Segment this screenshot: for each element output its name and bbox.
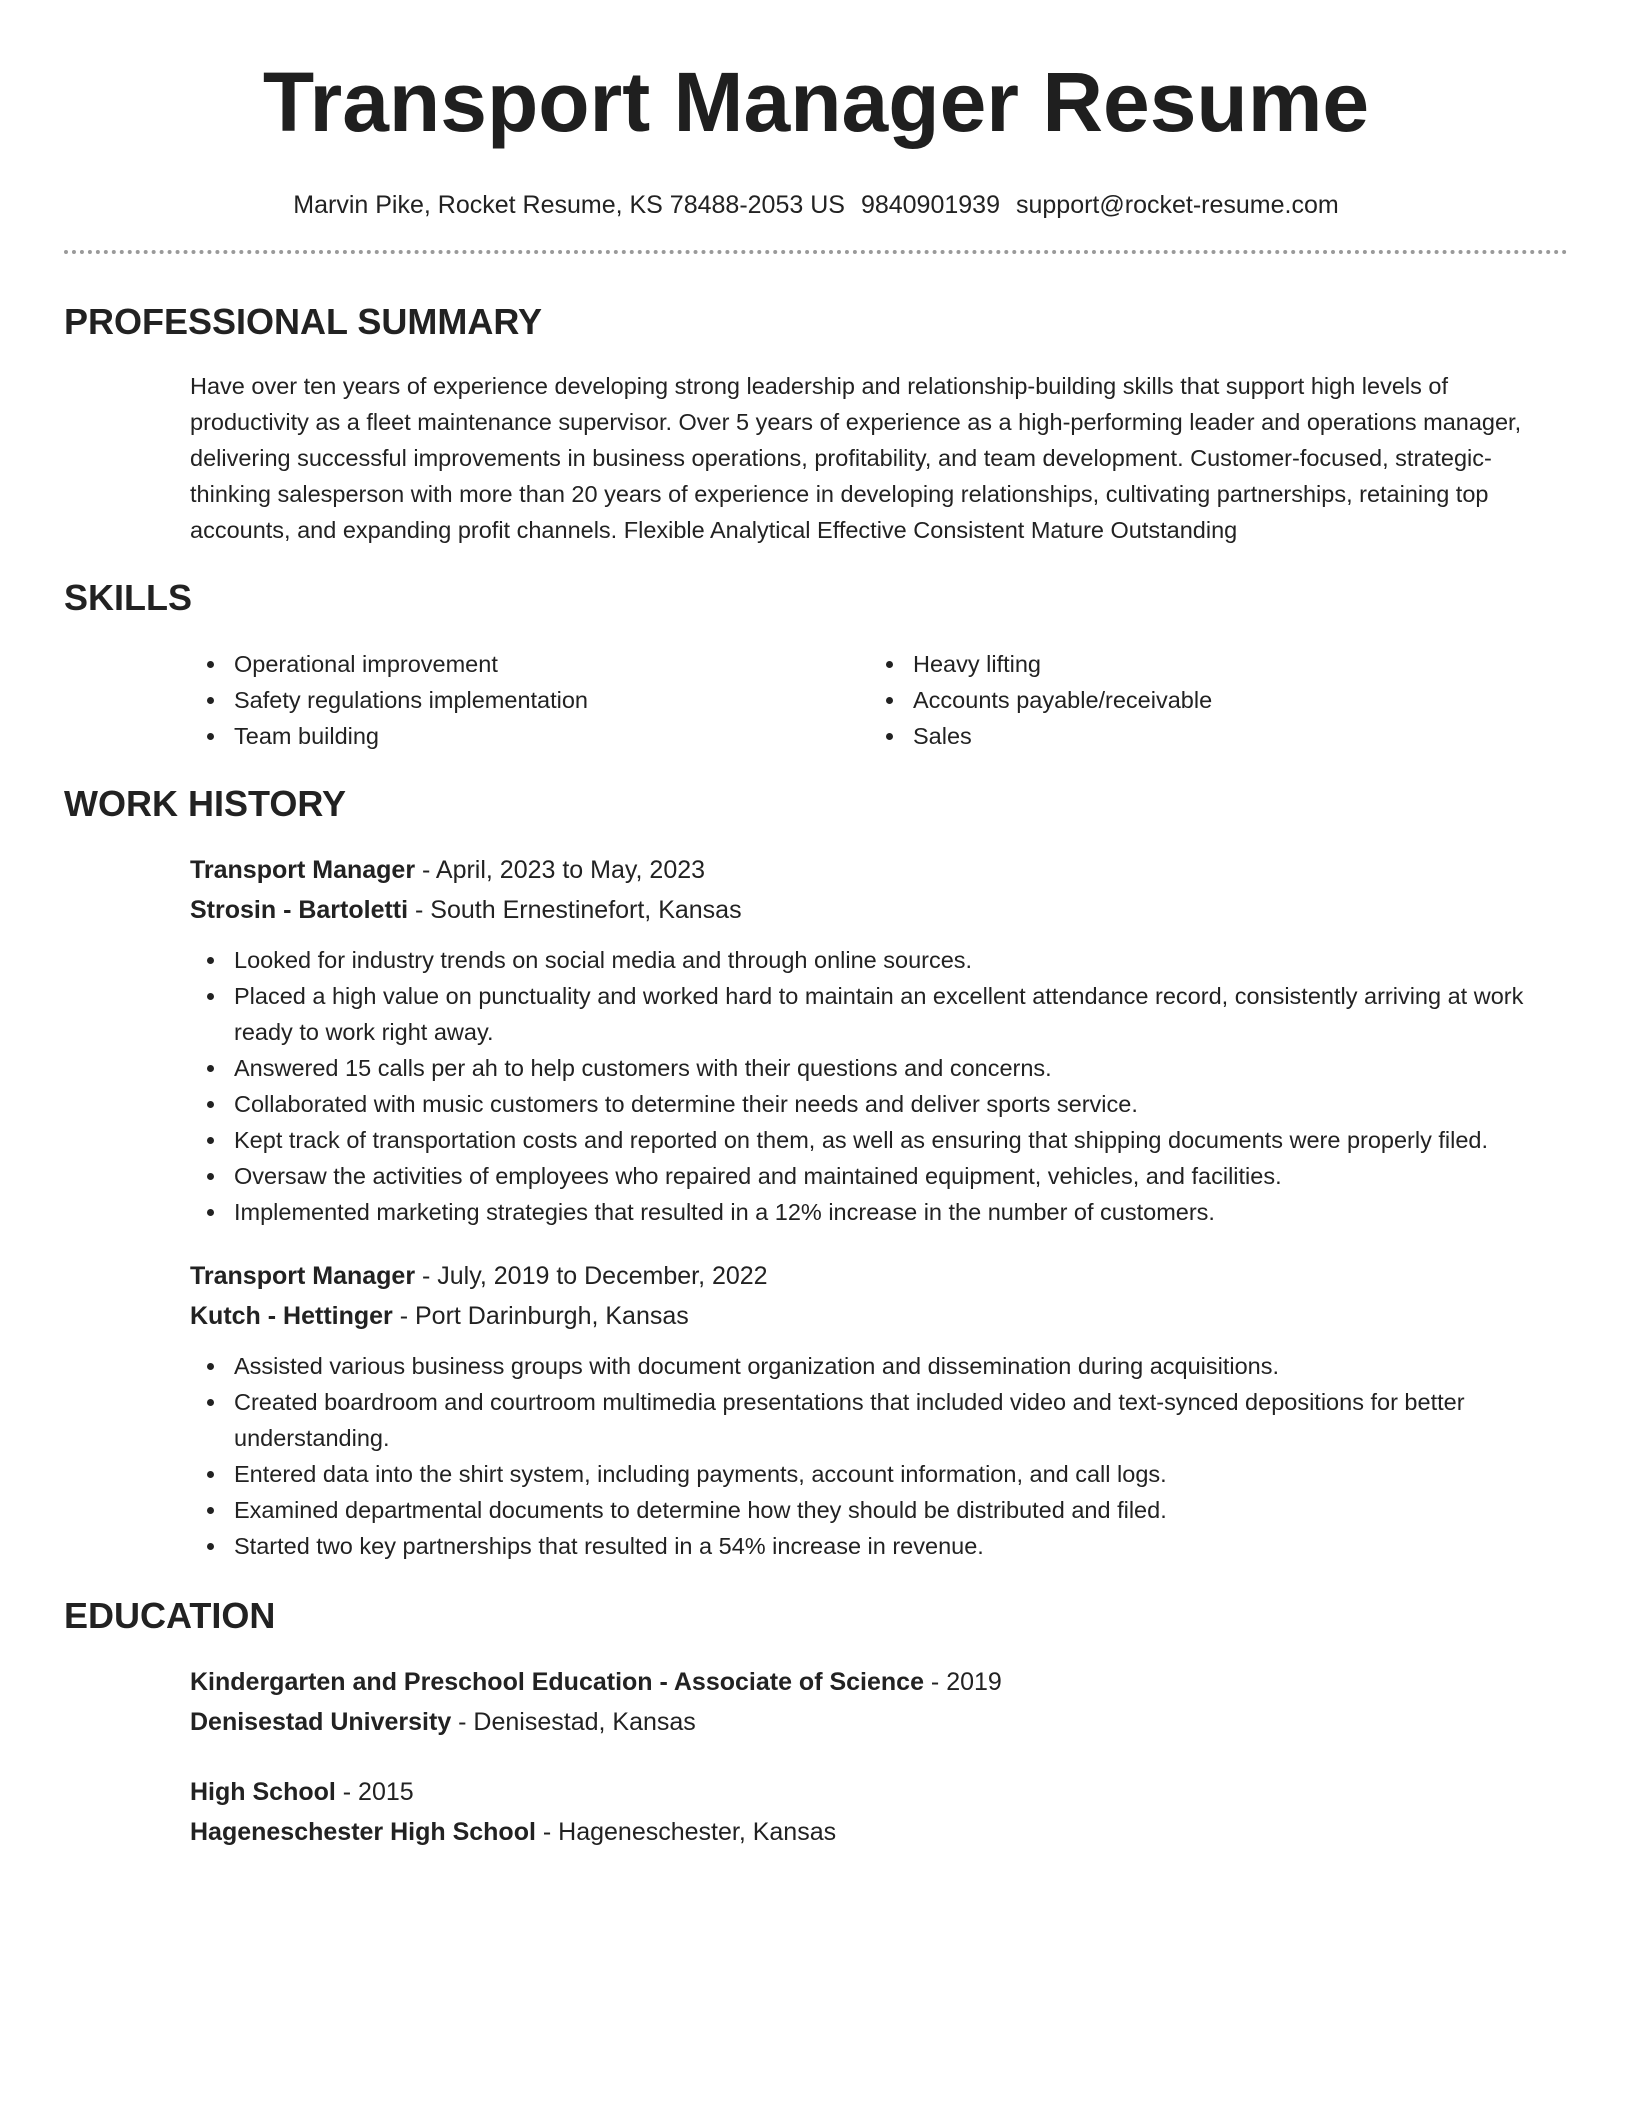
skills-left-list bbox=[190, 646, 869, 754]
job-bullet: Created boardroom and courtroom multimedia presentations that included video and text-synced depositions for better understanding. bbox=[190, 1384, 1568, 1456]
job-title: Transport Manager bbox=[190, 1262, 416, 1290]
skill-item: Team building bbox=[190, 718, 869, 754]
contact-line bbox=[64, 190, 1568, 220]
education-section bbox=[64, 1594, 1568, 1852]
job-bullet: Assisted various business groups with document organization and dissemination during acquisitions. bbox=[190, 1348, 1568, 1384]
job-bullet: Implemented marketing strategies that resulted in a 12% increase in the number of customers. bbox=[190, 1194, 1568, 1230]
education-heading: EDUCATION bbox=[64, 1595, 276, 1636]
summary-heading: PROFESSIONAL SUMMARY bbox=[64, 301, 543, 342]
job-entry bbox=[190, 850, 1568, 1230]
job-title-line bbox=[190, 1256, 1568, 1296]
school-name: Denisestad University bbox=[190, 1708, 452, 1736]
job-company: Strosin - Bartoletti bbox=[190, 896, 409, 924]
degree-line bbox=[190, 1772, 1568, 1812]
job-bullet: Answered 15 calls per ah to help customers with their questions and concerns. bbox=[190, 1050, 1568, 1086]
skill-item: Accounts payable/receivable bbox=[869, 682, 1548, 718]
degree-name: Kindergarten and Preschool Education - Associate of Science bbox=[190, 1668, 924, 1696]
job-bullet: Examined departmental documents to determine how they should be distributed and filed. bbox=[190, 1492, 1568, 1528]
contact-address: Marvin Pike, Rocket Resume, KS 78488-2053 US bbox=[293, 191, 845, 219]
job-company-line bbox=[190, 890, 1568, 930]
skills-heading: SKILLS bbox=[64, 577, 193, 618]
job-bullet: Looked for industry trends on social media and through online sources. bbox=[190, 942, 1568, 978]
job-location: - Port Darinburgh, Kansas bbox=[392, 1302, 689, 1330]
job-company-line bbox=[190, 1296, 1568, 1336]
education-entry bbox=[190, 1662, 1568, 1742]
degree-name: High School bbox=[190, 1778, 336, 1806]
job-title-line bbox=[190, 850, 1568, 890]
job-dates: - July, 2019 to December, 2022 bbox=[415, 1262, 768, 1290]
summary-section bbox=[64, 300, 1568, 548]
work-heading: WORK HISTORY bbox=[64, 783, 347, 824]
job-bullets bbox=[190, 1348, 1568, 1564]
job-bullet: Kept track of transportation costs and reported on them, as well as ensuring that shipping documents were properly filed. bbox=[190, 1122, 1568, 1158]
job-bullet: Collaborated with music customers to determine their needs and deliver sports service. bbox=[190, 1086, 1568, 1122]
skill-item: Safety regulations implementation bbox=[190, 682, 869, 718]
job-bullet: Started two key partnerships that resulted in a 54% increase in revenue. bbox=[190, 1528, 1568, 1564]
degree-line bbox=[190, 1662, 1568, 1702]
work-section bbox=[64, 782, 1568, 1564]
header-divider bbox=[64, 250, 1568, 254]
skill-item: Operational improvement bbox=[190, 646, 869, 682]
job-company: Kutch - Hettinger bbox=[190, 1302, 393, 1330]
contact-email[interactable]: support@rocket-resume.com bbox=[1015, 191, 1339, 219]
summary-text: Have over ten years of experience developing strong leadership and relationship-building skills that support high levels of productivity as a fleet maintenance supervisor. Over 5 years of experience as a high-performing leader and operations manager, delivering successful improvements in business operations, profitability, and team development. Customer-focused, strategic-thinking salesperson with more than 20 years of experience in developing relationships, cultivating partnerships, retaining top accounts, and expanding profit channels. Flexible Analytical Effective Consistent Mature Outstanding bbox=[190, 373, 1522, 543]
degree-year: - 2019 bbox=[923, 1668, 1002, 1696]
contact-phone: 9840901939 bbox=[860, 191, 1000, 219]
job-dates: - April, 2023 to May, 2023 bbox=[415, 856, 706, 884]
job-entry bbox=[190, 1256, 1568, 1564]
skills-right-list bbox=[869, 646, 1548, 754]
job-bullets bbox=[190, 942, 1568, 1230]
education-entry bbox=[190, 1772, 1568, 1852]
resume-page bbox=[64, 0, 1568, 1852]
degree-year: - 2015 bbox=[335, 1778, 414, 1806]
job-title: Transport Manager bbox=[190, 856, 416, 884]
job-bullet: Placed a high value on punctuality and worked hard to maintain an excellent attendance record, consistently arriving at work ready to work right away. bbox=[190, 978, 1568, 1050]
school-line bbox=[190, 1812, 1568, 1852]
skill-item: Heavy lifting bbox=[869, 646, 1548, 682]
job-bullet: Oversaw the activities of employees who repaired and maintained equipment, vehicles, and facilities. bbox=[190, 1158, 1568, 1194]
job-location: - South Ernestinefort, Kansas bbox=[408, 896, 742, 924]
school-name: Hageneschester High School bbox=[190, 1818, 536, 1846]
school-location: - Denisestad, Kansas bbox=[451, 1708, 696, 1736]
skill-item: Sales bbox=[869, 718, 1548, 754]
job-bullet: Entered data into the shirt system, including payments, account information, and call logs. bbox=[190, 1456, 1568, 1492]
skills-section bbox=[64, 576, 1568, 754]
school-location: - Hageneschester, Kansas bbox=[535, 1818, 837, 1846]
skills-grid bbox=[190, 646, 1568, 754]
resume-title: Transport Manager Resume bbox=[262, 55, 1370, 149]
school-line bbox=[190, 1702, 1568, 1742]
